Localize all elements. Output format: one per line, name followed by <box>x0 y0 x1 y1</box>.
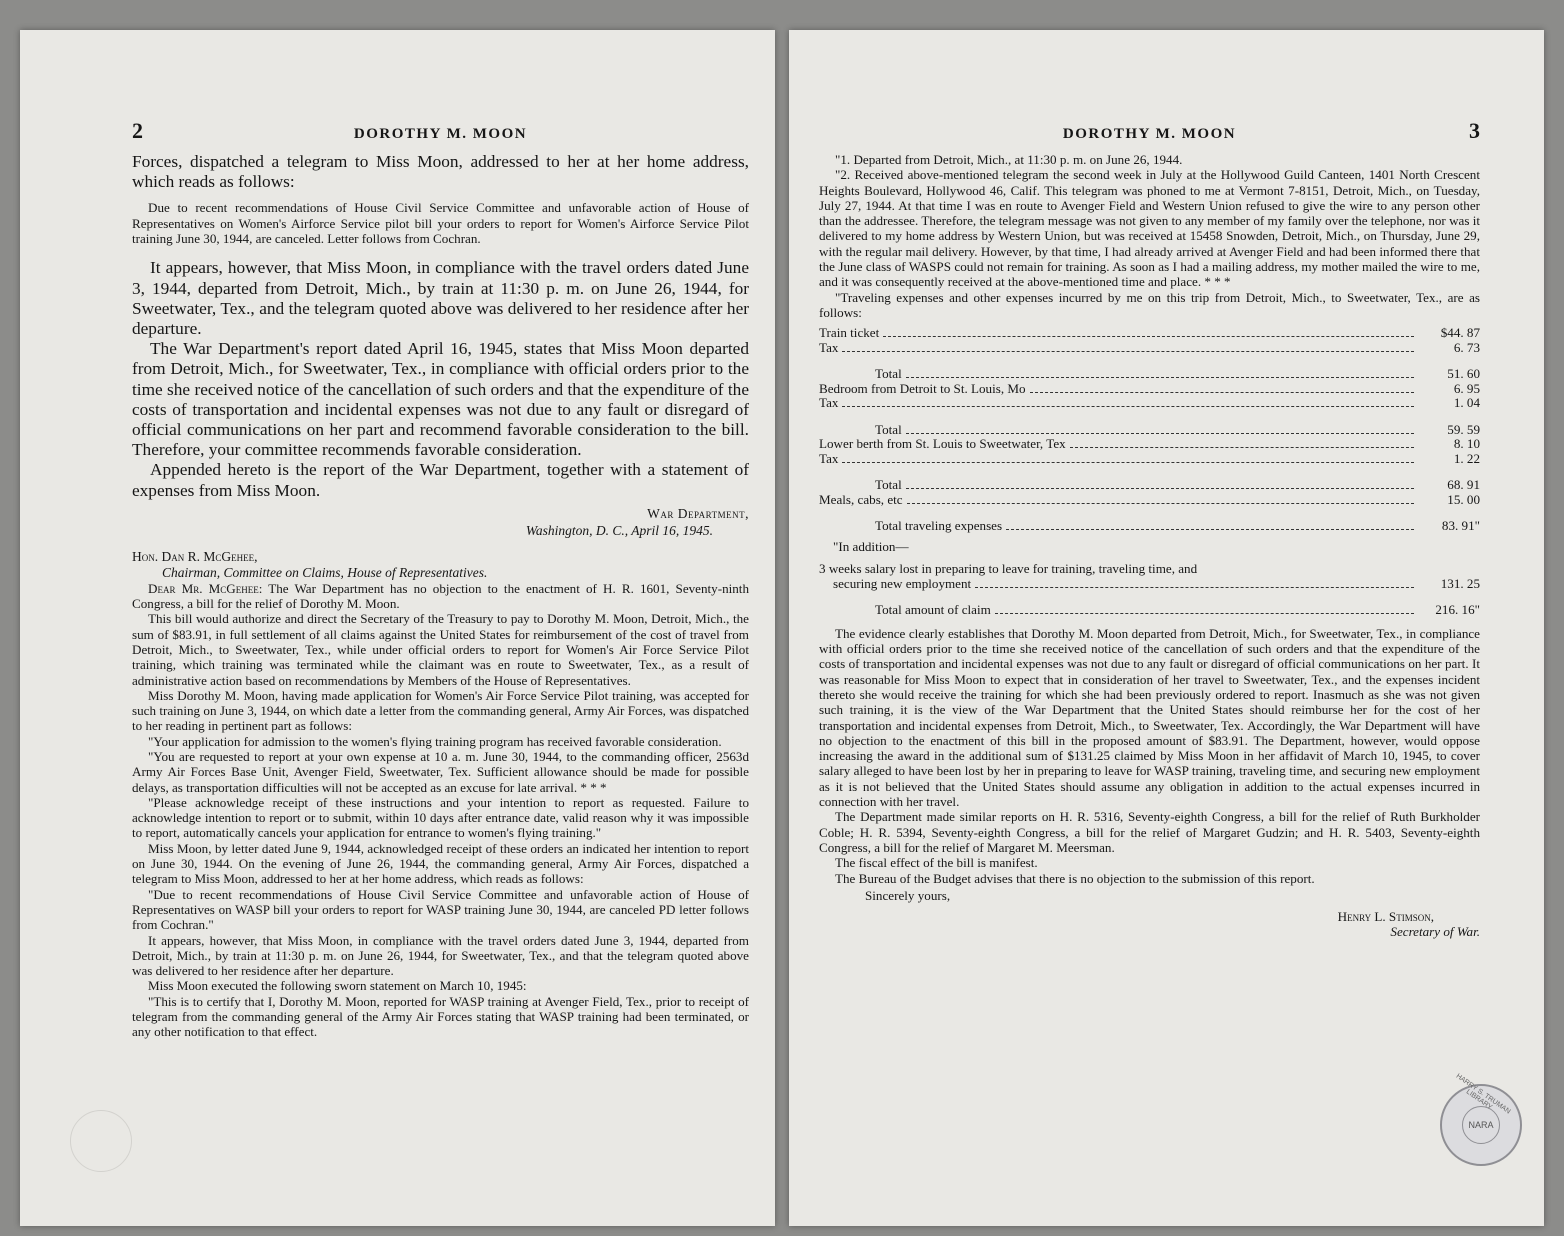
expense-subtotal-row: Total 68. 91 <box>875 477 1480 493</box>
statement-item: "2. Received above-mentioned telegram the second week in July at the Hollywood Guild Canteen, 1401 North Crescent Heights Boulevard, Hollywood 46, Calif. This telegram was phoned to me at Vermont 7-8151, Detroit, Mich., on Tuesday, July 27, 1944. At that time I was en route to Avenger Field and Western Union refused to give the wire to any person other than the addressee. Therefore, the telegram message was not given to any member of my family over the telephone, nor was it delivered to my home address by Western Union, but was received at 15458 Snowden, Detroit, Mich., on Thursday, June 29, with the regular mail delivery. However, by that time, I had already arrived at Avenger Field and had been informed there that the June class of WASPS could not remain for training. As soon as I had a mailing address, my mother mailed the wire to me, and it was consequently received at the above-mentioned time and place. * * * <box>819 167 1480 290</box>
letter-paragraph: The evidence clearly establishes that Dorothy M. Moon departed from Detroit, Mich., for Sweetwater, Tex., in compliance with official orders prior to the time she received notice of the cancellation of such orders and that the expenditure of the costs of transportation and incidental expenses was not due to any fault or disregard of official communications on her part. It was reasonable for Miss Moon to expect that in consideration of her travel to Sweetwater, Tex., and the expenses incident thereto she would receive the training for which she had been previously ordered to report. Inasmuch as she was not given such training, it is the view of the War Department that the United States should reimburse her for the cost of her transportation and incidental expenses from Detroit, Mich., to Sweetwater, Tex. Accordingly, the War Department will have no objection to the enactment of this bill in the proposed amount of $83.91. The Department, however, would oppose increasing the award in the additional sum of $131.25 claimed by Miss Moon in her affidavit of March 10, 1945, to cover salary alleged to have been lost by her in preparing to leave for WASP training, traveling time, and securing new employment as it is not believed that the United States should assume any obligation in addition to the actual expenses incurred in connection with her travel. <box>819 625 1480 810</box>
expense-subtotal-row: Total 51. 60 <box>875 366 1480 382</box>
letter-quote: "Due to recent recommendations of House Civil Service Committee and unfavorable action of House of Representatives on WASP bill your orders to report for WASP training June 30, 1944, are canceled PD letter follows from Cochran." <box>132 886 749 933</box>
expense-row: Tax 1. 22 <box>819 450 1480 466</box>
page-number: 2 <box>132 118 143 143</box>
statement-item: "Traveling expenses and other expenses incurred by me on this trip from Detroit, Mich., to Sweetwater, Tex., are as follows: <box>819 289 1480 320</box>
expense-row: Train ticket $44. 87 <box>819 325 1480 341</box>
running-title: DOROTHY M. MOON <box>1062 126 1237 142</box>
expense-total-row: Total traveling expenses 83. 91" <box>875 518 1480 534</box>
expense-row: securing new employment 131. 25 <box>833 575 1480 591</box>
expense-row: Tax 1. 04 <box>819 395 1480 411</box>
letter-paragraph: Miss Moon executed the following sworn statement on March 10, 1945: <box>148 978 527 994</box>
stamp-ring-text: HARRY S. TRUMAN LIBRARY <box>1454 1072 1512 1116</box>
paragraph: It appears, however, that Miss Moon, in compliance with the travel orders dated June 3, 1944, departed from Detroit, Mich., by train at 11:30 p. m. on June 26, 1944, for Sweetwater, Tex., and the telegram quoted above was delivered to her residence after her departure. <box>132 258 749 338</box>
archive-stamp <box>1440 1072 1522 1166</box>
expense-row: Tax 6. 73 <box>819 339 1480 355</box>
addressee <box>132 549 749 581</box>
page-right-content <box>819 118 1480 940</box>
letter-paragraph: Dear Mr. McGehee: The War Department has no objection to the enactment of H. R. 1601, Seventy-ninth Congress, a bill for the relief of Dorothy M. Moon. <box>132 580 749 612</box>
page-header <box>132 118 749 144</box>
page-number: 3 <box>1469 118 1480 143</box>
closing: Sincerely yours, <box>865 887 951 903</box>
expense-row: Lower berth from St. Louis to Sweetwater, Tex 8. 10 <box>819 436 1480 452</box>
paragraph: Appended hereto is the report of the War Department, together with a statement of expenses from Miss Moon. <box>132 460 749 500</box>
statement-item: "1. Departed from Detroit, Mich., at 11:30 p. m. on June 26, 1944. <box>835 152 1183 167</box>
expense-row: Bedroom from Detroit to St. Louis, Mo 6. 95 <box>819 380 1480 396</box>
signer-name: Henry L. Stimson, <box>1337 909 1434 925</box>
letter-paragraph: It appears, however, that Miss Moon, in compliance with the travel orders dated June 3, 1944, departed from Detroit, Mich., by train at 11:30 p. m. on June 26, 1944, for Sweetwater, Tex., and that the telegram quoted above was delivered to her residence after her departure. <box>132 932 749 979</box>
expense-grand-total-row: Total amount of claim 216. 16" <box>875 602 1480 618</box>
letterhead <box>132 505 749 539</box>
letter-quote: "You are requested to report at your own expense at 10 a. m. June 30, 1944, to the commanding officer, 2563d Army Air Forces Base Unit, Avenger Field, Sweetwater, Tex. Sufficient allowance should be made for possible delays, as transportation difficulties will not be accepted as an excuse for late arrival. * * * <box>132 749 749 795</box>
expense-subtotal-row: Total 59. 59 <box>875 421 1480 437</box>
letter-quote: "This is to certify that I, Dorothy M. Moon, reported for WASP training at Avenger Field, Tex., prior to receipt of telegram from the commanding general of the Army Air Forces stating that WASP training had been terminated, or any other notification to that effect. <box>132 993 749 1040</box>
stamp-center: NARA <box>1462 1106 1500 1144</box>
expense-row: Meals, cabs, etc 15. 00 <box>819 491 1480 507</box>
signer-title: Secretary of War. <box>1390 924 1480 940</box>
page-left <box>20 30 775 1226</box>
letter-paragraph: Miss Moon, by letter dated June 9, 1944, acknowledged receipt of these orders an indicated her intention to report on June 30, 1944. On the evening of June 26, 1944, the commanding general, Army Air Forces, dispatched a telegram to Miss Moon, addressed to her at her home address, which reads as follows: <box>132 840 749 887</box>
expense-note: "In addition— <box>833 538 909 554</box>
salutation: Dear Mr. McGehee: <box>148 580 263 596</box>
expense-row: 3 weeks salary lost in preparing to leave for training, traveling time, and <box>819 561 1198 577</box>
letterhead-org: War Department, <box>647 505 749 521</box>
page-right <box>789 30 1544 1226</box>
closing-block <box>819 888 1480 940</box>
document-spread <box>20 30 1544 1226</box>
paragraph: The War Department's report dated April 16, 1945, states that Miss Moon departed from Detroit, Mich., for Sweetwater, Tex., in compliance with official orders prior to the time she received notice of the cancellation of such orders and that the expenditure of the costs of transportation and incidental expenses was not due to any fault or disregard of official communications on her part and recommend favorable consideration to the bill. Therefore, your committee recommends favorable consideration. <box>132 339 749 460</box>
paragraph: Forces, dispatched a telegram to Miss Moon, addressed to her at her home address, which reads as follows: <box>132 152 749 192</box>
letterhead-place-date: Washington, D. C., April 16, 1945. <box>525 522 713 538</box>
letter-paragraph: The Bureau of the Budget advises that there is no objection to the submission of this report. <box>835 870 1315 886</box>
page-left-content <box>132 118 749 1040</box>
expense-table <box>819 326 1480 618</box>
addressee-name: Hon. Dan R. McGehee, <box>132 548 258 564</box>
letter-paragraph: The Department made similar reports on H. R. 5316, Seventy-eighth Congress, a bill for the relief of Ruth Burkholder Coble; H. R. 5394, Seventy-eighth Congress, a bill for the relief of Margaret Gudzin; and H. R. 5403, Seventy-eighth Congress, a bill for the relief of Margaret M. Meersman. <box>819 809 1480 855</box>
addressee-title: Chairman, Committee on Claims, House of Representatives. <box>162 564 488 580</box>
letter-paragraph: The fiscal effect of the bill is manifest. <box>835 855 1038 871</box>
letter-paragraph: This bill would authorize and direct the Secretary of the Treasury to pay to Dorothy M. Moon, Detroit, Mich., the sum of $83.91, in full settlement of all claims against the United States for reimbursement of the cost of travel from Detroit, Mich., to Sweetwater, Tex., while under official orders to report for Women's Air Force Service Pilot training, which training was terminated while the claimant was en route to Sweetwater, Tex., as a result of administrative action based on recommendations by Members of the House of Representatives. <box>132 611 749 688</box>
telegram-quote: Due to recent recommendations of House Civil Service Committee and unfavorable action of House of Representatives on Women's Airforce Service pilot bill your orders to report for Women's Airforce Service Pilot training June 30, 1944, are canceled. Letter follows from Cochran. <box>132 200 749 246</box>
page-header <box>819 118 1480 144</box>
letter-quote: "Your application for admission to the women's flying training program has received favorable consideration. <box>148 733 722 749</box>
faint-stamp-impression <box>70 1110 132 1172</box>
running-title: DOROTHY M. MOON <box>353 126 528 142</box>
letter-paragraph: Miss Dorothy M. Moon, having made application for Women's Air Force Service Pilot training, was accepted for such training on June 3, 1944, on which date a letter from the commanding general, Army Air Forces, was dispatched to her reading in pertinent part as follows: <box>132 687 749 734</box>
letter-quote: "Please acknowledge receipt of these instructions and your intention to report as requested. Failure to acknowledge intention to report or to submit, within 10 days after entrance date, valid reason why it was impossible to report, automatically cancels your application for entrance to women's flying training." <box>132 794 749 841</box>
